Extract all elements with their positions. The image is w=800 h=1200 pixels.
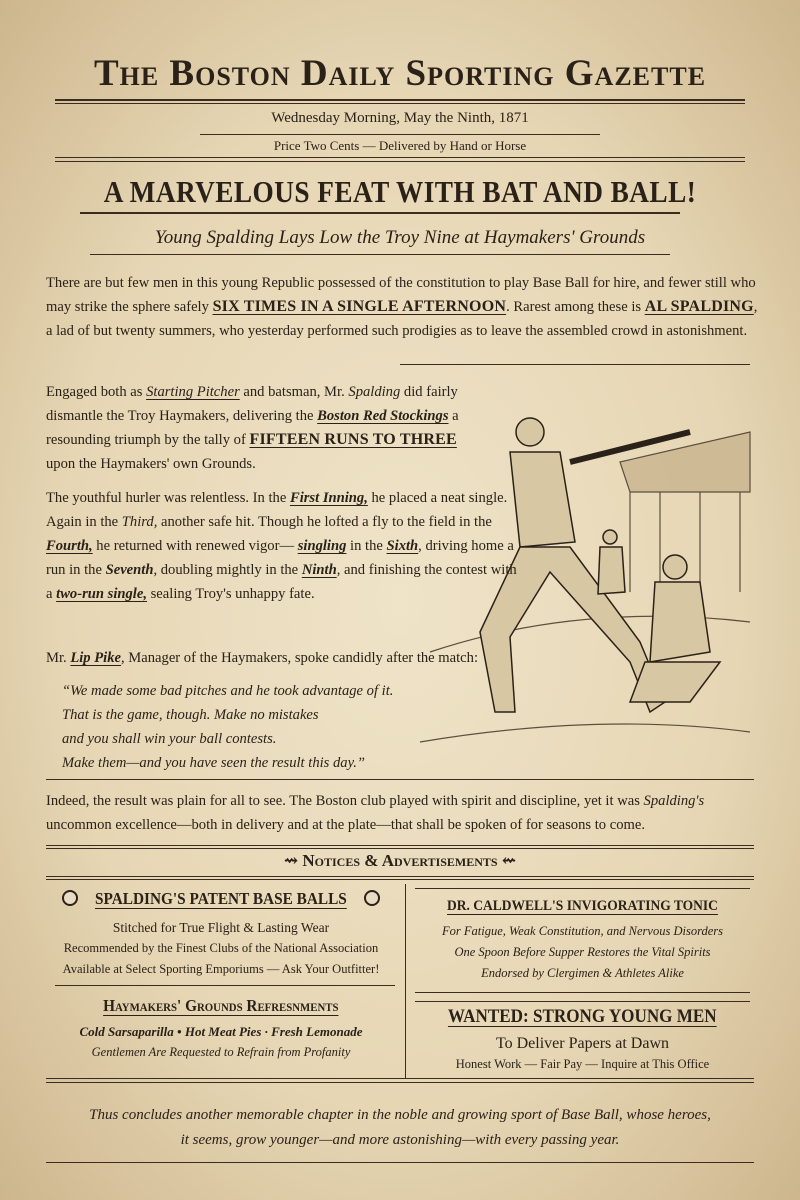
text: he returned with renewed vigor— bbox=[92, 538, 298, 554]
emphasis: Fourth, bbox=[46, 538, 93, 554]
text: The youthful hurler was relentless. In the bbox=[46, 490, 290, 506]
divider bbox=[415, 888, 750, 889]
divider bbox=[46, 876, 754, 877]
headline: A MARVELOUS FEAT WITH BAT AND BALL! bbox=[103, 174, 697, 209]
ad-line: For Fatigue, Weak Constitution, and Nervous Disorders bbox=[441, 924, 723, 938]
quote-intro bbox=[46, 646, 526, 670]
divider bbox=[80, 212, 680, 214]
divider bbox=[90, 254, 670, 255]
divider bbox=[200, 134, 600, 135]
emphasis: Spalding bbox=[348, 384, 401, 400]
emphasis: Spalding's bbox=[643, 793, 705, 809]
conclusion-paragraph bbox=[46, 789, 766, 837]
divider bbox=[55, 99, 745, 101]
divider bbox=[415, 992, 750, 993]
emphasis: Lip Pike bbox=[70, 650, 121, 666]
manager-quote bbox=[62, 679, 482, 775]
emphasis: two-run single, bbox=[56, 586, 147, 602]
quote-line: Make them—and you have seen the result this day.” bbox=[62, 755, 366, 771]
divider bbox=[46, 1082, 754, 1083]
game-summary-paragraph bbox=[46, 380, 466, 476]
emphasis: AL SPALDING bbox=[644, 298, 754, 315]
text: and batsman, Mr. bbox=[239, 384, 349, 400]
emphasis: Sixth bbox=[386, 538, 419, 554]
text: , and finishing the contest with a bbox=[46, 562, 517, 602]
closing-line: Thus concludes another memorable chapter in the noble and growing sport of Base Ball, whose heroes, bbox=[89, 1107, 711, 1123]
subheadline: Young Spalding Lays Low the Troy Nine at Haymakers' Grounds bbox=[154, 227, 646, 248]
text: , doubling mightly in the bbox=[153, 562, 302, 578]
divider bbox=[46, 779, 754, 780]
ad-title: DR. CALDWELL'S INVIGORATING TONIC bbox=[447, 898, 718, 914]
text: , a lad of but twenty summers, who yesterday performed such prodigies as to leave the assembled crowd in astonishment. bbox=[46, 299, 758, 339]
ad-title: SPALDING'S PATENT BASE BALLS bbox=[95, 889, 347, 908]
emphasis: Starting Pitcher bbox=[146, 384, 240, 400]
ad-title: WANTED: STRONG YOUNG MEN bbox=[448, 1006, 717, 1027]
text: . Rarest among these is bbox=[506, 299, 645, 315]
ad-line: Recommended by the Finest Clubs of the National Association bbox=[63, 941, 379, 955]
ad-line: Stitched for True Flight & Lasting Wear bbox=[112, 920, 330, 935]
emphasis: singling bbox=[297, 538, 347, 554]
notices-heading: ⇝ Notices & Advertisements ⇜ bbox=[283, 851, 517, 870]
closing-line: it seems, grow younger—and more astonishing—with every passing year. bbox=[180, 1132, 620, 1148]
emphasis: Ninth bbox=[301, 562, 337, 578]
divider bbox=[55, 985, 395, 986]
issue-price: Price Two Cents — Delivered by Hand or Horse bbox=[273, 138, 527, 153]
divider bbox=[46, 1162, 754, 1163]
quote-line: That is the game, though. Make no mistakes bbox=[62, 707, 319, 723]
ad-line: Endorsed by Clergimen & Athletes Alike bbox=[481, 966, 684, 980]
emphasis: Seventh bbox=[105, 562, 154, 578]
text: Engaged both as bbox=[46, 384, 147, 400]
closing-remarks bbox=[0, 1103, 800, 1153]
divider bbox=[46, 848, 754, 849]
lead-paragraph bbox=[46, 271, 766, 343]
text: Indeed, the result was plain for all to see. The Boston club played with spirit and discipline, yet it was bbox=[46, 793, 644, 809]
baseball-icon bbox=[364, 890, 380, 906]
text: another safe hit. Though he lofted a fly to the field in the bbox=[157, 514, 492, 530]
text: sealing Troy's unhappy fate. bbox=[146, 586, 315, 602]
ad-line: Gentlemen Are Requested to Refrain from Profanity bbox=[91, 1045, 351, 1059]
ad-spalding-balls bbox=[46, 888, 396, 980]
emphasis: Third, bbox=[121, 514, 158, 530]
innings-paragraph bbox=[46, 486, 526, 606]
text: , driving home a run in the bbox=[46, 538, 514, 578]
column-divider bbox=[405, 884, 406, 1078]
ad-line: To Deliver Papers at Dawn bbox=[495, 1035, 670, 1052]
notices-title: Notices & Advertisements bbox=[302, 851, 498, 870]
text: , Manager of the Haymakers, spoke candidly after the match: bbox=[121, 650, 479, 666]
divider bbox=[55, 157, 745, 158]
text: he placed a neat single. Again in the bbox=[46, 490, 508, 530]
ad-line: Cold Sarsaparilla • Hot Meat Pies · Fresh Lemonade bbox=[79, 1024, 363, 1039]
text: a resounding triumph by the tally of bbox=[46, 408, 459, 448]
quote-line: and you shall win your ball contests. bbox=[62, 731, 277, 747]
ad-refreshments bbox=[46, 995, 396, 1063]
ad-line: One Spoon Before Supper Restores the Vital Spirits bbox=[454, 945, 711, 959]
text: Mr. bbox=[46, 650, 71, 666]
text: There are but few men in this young Republic possessed of the constitution to play Base Ball for hire, and fewer still who may strike the sphere safely bbox=[46, 275, 756, 315]
divider bbox=[400, 364, 750, 365]
ad-line: Honest Work — Fair Pay — Inquire at This Office bbox=[455, 1057, 710, 1071]
issue-date: Wednesday Morning, May the Ninth, 1871 bbox=[271, 110, 529, 126]
ad-tonic bbox=[410, 896, 755, 984]
ad-wanted bbox=[410, 1006, 755, 1075]
emphasis: SIX TIMES IN A SINGLE AFTERNOON bbox=[212, 298, 507, 315]
quote-line: “We made some bad pitches and he took advantage of it. bbox=[62, 683, 394, 699]
divider bbox=[46, 845, 754, 846]
ad-line: Available at Select Sporting Emporiums — Ask Your Outfitter! bbox=[62, 962, 380, 976]
text: did fairly dismantle the Troy Haymakers, delivering the bbox=[46, 384, 458, 424]
masthead-title: The Boston Daily Sporting Gazette bbox=[93, 53, 707, 94]
emphasis: First Inning, bbox=[289, 490, 368, 506]
ad-title: Haymakers' Grounds Refresnments bbox=[103, 996, 339, 1015]
divider bbox=[46, 879, 754, 880]
divider bbox=[55, 161, 745, 162]
text: upon the Haymakers' own Grounds. bbox=[46, 456, 256, 472]
baseball-icon bbox=[62, 890, 78, 906]
divider bbox=[55, 103, 745, 104]
final-score: FIFTEEN RUNS TO THREE bbox=[249, 431, 457, 448]
text: uncommon excellence—both in delivery and at the plate—that shall be spoken of for seasons to come. bbox=[46, 817, 645, 833]
divider bbox=[415, 1001, 750, 1002]
divider bbox=[46, 1078, 754, 1079]
text: in the bbox=[346, 538, 387, 554]
emphasis: Boston Red Stockings bbox=[317, 408, 449, 424]
